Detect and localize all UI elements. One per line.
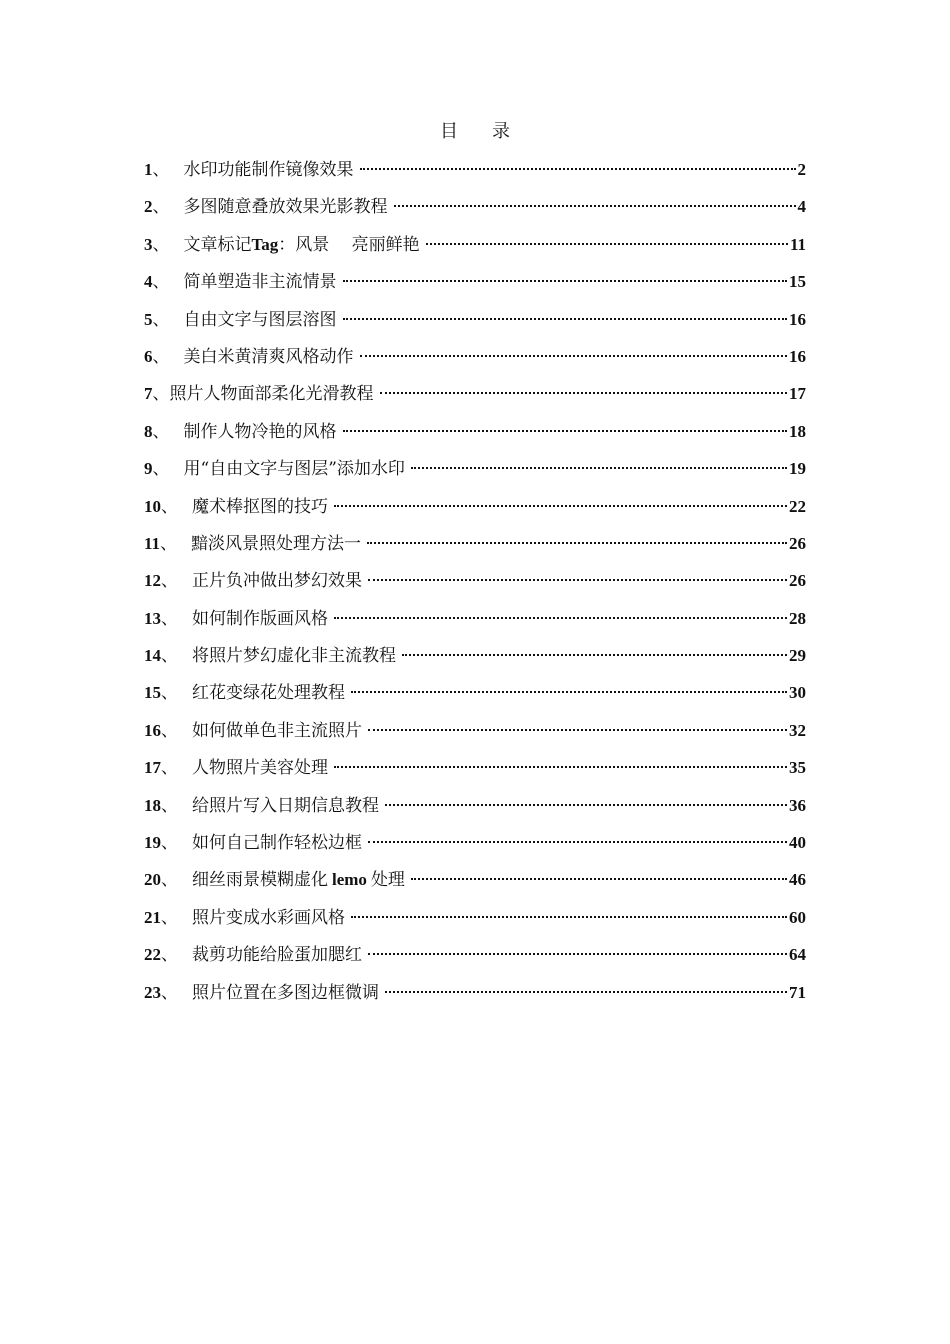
toc-entry-number: 21 [144,907,161,927]
toc-entry-title: 红花变绿花处理教程 [192,683,345,704]
toc-entry-separator: 、 [152,234,170,255]
toc-entry-separator: 、 [161,608,178,629]
toc-entry-page: 64 [789,945,806,965]
toc-entry-title: 黯淡风景照处理方法一 [191,533,362,554]
toc-entry-number: 6 [144,346,153,366]
toc-entry-page: 15 [789,272,806,292]
toc-entry-number: 9 [144,459,153,479]
toc-entry-number: 22 [144,945,161,965]
toc-entry-number: 5 [144,309,153,329]
toc-entry[interactable] [144,192,806,229]
toc-entry-number: 7 [144,384,153,404]
toc-entry-title-part: 文章标记 [183,234,252,255]
toc-entry-separator: 、 [152,309,170,330]
toc-dot-leader [334,617,787,619]
toc-entry-separator: 、 [152,197,170,218]
toc-dot-leader [368,579,787,581]
toc-entry-title: 将照片梦幻虚化非主流教程 [192,646,396,667]
toc-entry-separator: 、 [161,795,178,816]
toc-entry-page: 46 [789,870,806,890]
toc-dot-leader [334,766,787,768]
toc-entry[interactable] [144,903,806,940]
toc-entry[interactable] [144,492,806,529]
toc-entry-title: 用“自由文字与图层”添加水印 [183,459,405,480]
toc-entry-page: 22 [789,496,806,516]
toc-entry-title: 多图随意叠放效果光影教程 [183,197,388,218]
toc-entry-title: 自由文字与图层溶图 [183,309,337,330]
toc-entry[interactable] [144,791,806,828]
toc-entry-number: 10 [144,496,161,516]
toc-entry-title: 裁剪功能给脸蛋加腮红 [192,945,362,966]
toc-entry-title-part: ：风景 亮丽鲜艳 [278,234,420,255]
toc-dot-leader [343,318,788,320]
toc-entry-number: 19 [144,833,161,853]
toc-title [0,120,950,144]
toc-entry-separator: 、 [161,945,178,966]
toc-entry-page: 16 [789,309,806,329]
toc-entry-number: 12 [144,571,161,591]
toc-dot-leader [367,542,787,544]
toc-entry-title: 照片人物面部柔化光滑教程 [169,384,374,405]
toc-entry-title: 简单塑造非主流情景 [183,272,337,293]
toc-entry-title: 水印功能制作镜像效果 [183,160,354,180]
toc-list [144,155,806,1015]
toc-entry[interactable] [144,641,806,678]
toc-entry[interactable] [144,454,806,491]
toc-entry-page: 2 [797,160,806,179]
toc-entry-title: 如何做单色非主流照片 [192,720,362,741]
toc-entry-number: 23 [144,982,161,1002]
toc-entry[interactable] [144,230,806,267]
toc-entry-separator: 、 [161,758,178,779]
toc-entry[interactable] [144,529,806,566]
toc-title-char-2: 录 [492,121,510,142]
toc-dot-leader [380,392,788,394]
toc-entry[interactable] [144,828,806,865]
toc-entry-separator: 、 [161,496,178,517]
toc-entry[interactable] [144,940,806,977]
toc-entry-separator: 、 [161,720,178,741]
toc-entry-number: 2 [144,197,153,217]
toc-entry-number: 13 [144,608,161,628]
toc-entry-title: 如何制作版画风格 [192,608,328,629]
toc-entry-separator: 、 [161,870,178,891]
toc-entry-title: 如何自己制作轻松边框 [192,833,362,854]
toc-entry-page: 26 [789,571,806,591]
toc-dot-leader [385,804,787,806]
toc-entry[interactable] [144,305,806,342]
toc-entry-page: 11 [789,234,806,254]
toc-entry[interactable] [144,155,806,192]
toc-entry-page: 35 [789,758,806,778]
toc-entry-page: 40 [789,833,806,853]
toc-entry-title: 美白米黄清爽风格动作 [183,346,354,367]
toc-dot-leader [351,916,787,918]
toc-entry-title [184,230,420,260]
toc-dot-leader [411,878,787,880]
toc-entry-number: 20 [144,870,161,890]
toc-dot-leader [351,691,787,693]
toc-entry-page: 17 [789,384,806,404]
toc-entry[interactable] [144,978,806,1015]
toc-entry-separator: 、 [152,421,170,442]
toc-dot-leader [426,243,788,245]
toc-entry-separator: 、 [161,683,178,704]
toc-entry[interactable] [144,267,806,304]
toc-entry-number: 15 [144,683,161,703]
toc-entry-number: 18 [144,795,161,815]
toc-entry-page: 4 [797,197,806,217]
toc-entry-number: 16 [144,720,161,740]
toc-entry-separator: 、 [152,272,170,293]
toc-entry-separator: 、 [161,571,178,592]
toc-entry-page: 28 [789,608,806,628]
toc-entry[interactable] [144,566,806,603]
toc-entry[interactable] [144,417,806,454]
toc-dot-leader [394,205,796,207]
toc-dot-leader [385,991,787,993]
toc-entry-separator: 、 [160,533,178,554]
toc-entry-title [192,865,405,895]
toc-entry-page: 18 [789,421,806,441]
toc-entry-page: 19 [789,459,806,479]
toc-dot-leader [368,729,787,731]
toc-entry-title-bold: lemo [332,870,367,890]
toc-entry-page: 29 [789,646,806,666]
toc-entry-number: 11 [144,533,161,553]
toc-entry-page: 16 [789,346,806,366]
toc-entry-title-bold: Tag [251,234,279,254]
toc-entry-page: 30 [789,683,806,703]
toc-dot-leader [343,280,788,282]
toc-entry-title: 正片负冲做出梦幻效果 [192,571,362,592]
toc-dot-leader [360,168,796,170]
toc-entry-number: 17 [144,758,161,778]
toc-entry-page: 26 [789,533,806,553]
toc-dot-leader [343,430,788,432]
toc-entry-number: 3 [144,234,153,254]
toc-entry-page: 36 [789,795,806,815]
toc-entry-title: 照片变成水彩画风格 [192,907,345,928]
toc-entry-number: 4 [144,272,153,292]
toc-entry-title: 制作人物冷艳的风格 [183,421,337,442]
toc-entry[interactable] [144,342,806,379]
toc-entry-title-part: 处理 [370,870,405,891]
toc-entry[interactable] [144,753,806,790]
toc-dot-leader [411,467,787,469]
toc-entry-number: 14 [144,646,161,666]
toc-entry-separator: 、 [161,982,178,1003]
toc-entry-number: 8 [144,421,153,441]
toc-entry-page: 60 [789,907,806,927]
toc-entry[interactable] [144,379,806,416]
toc-entry-separator: 、 [152,346,170,367]
toc-entry-separator: 、 [152,384,170,405]
toc-entry[interactable] [144,604,806,641]
toc-entry-separator: 、 [161,833,178,854]
toc-entry-title-part: 细丝雨景模糊虚化 [192,870,328,891]
toc-entry-title: 给照片写入日期信息教程 [192,795,379,816]
toc-entry-title: 魔术棒抠图的技巧 [192,496,328,517]
toc-entry-separator: 、 [161,907,178,928]
toc-entry-title: 人物照片美容处理 [192,758,328,779]
toc-title-char-1: 目 [440,121,458,142]
toc-entry[interactable] [144,716,806,753]
toc-dot-leader [368,841,787,843]
toc-entry[interactable] [144,678,806,715]
toc-entry[interactable] [144,865,806,902]
toc-dot-leader [360,355,788,357]
toc-dot-leader [402,654,787,656]
toc-entry-title: 照片位置在多图边框微调 [192,982,379,1003]
toc-dot-leader [334,505,787,507]
toc-entry-number: 1 [144,160,153,179]
toc-dot-leader [368,953,787,955]
toc-entry-separator: 、 [161,646,178,667]
toc-entry-page: 71 [789,982,806,1002]
toc-entry-separator: 、 [152,160,170,180]
toc-entry-separator: 、 [152,459,170,480]
toc-entry-page: 32 [789,720,806,740]
